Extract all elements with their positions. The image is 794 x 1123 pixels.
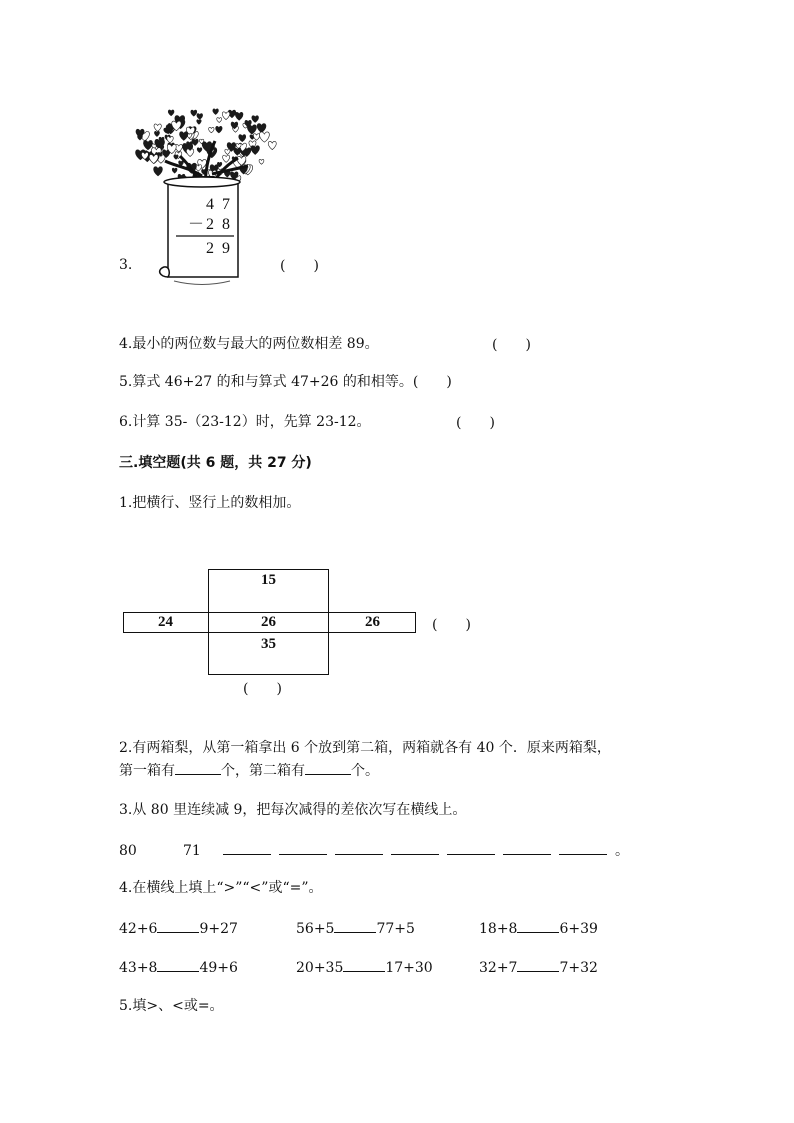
compare-left: 18+8 [479, 921, 518, 937]
compare-item [296, 918, 479, 939]
compare-right: 7+32 [559, 960, 598, 976]
vertical-subtraction [172, 195, 232, 259]
calc-top: 4 7 [206, 196, 232, 213]
grid-left-number: 24 [158, 614, 173, 630]
compare-left: 43+8 [119, 960, 158, 976]
compare-blank[interactable] [517, 957, 559, 972]
f2-text-b: 个，第二箱有 [221, 763, 305, 779]
compare-right: 49+6 [199, 960, 238, 976]
first-box-blank[interactable] [175, 760, 221, 775]
q4-answer-paren[interactable]: ( ) [492, 337, 531, 353]
section-title: 三.填空题(共 6 题，共 27 分) [119, 455, 312, 471]
f4-text: 4.在横线上填上“>”“<”或“=”。 [119, 880, 323, 896]
q3-answer-paren[interactable]: ( ) [280, 258, 319, 274]
seq-second: 71 [183, 843, 201, 859]
grid-right-number: 26 [365, 614, 380, 630]
seq-blank-1[interactable] [223, 840, 271, 855]
f2-line2 [119, 760, 379, 781]
compare-left: 32+7 [479, 960, 518, 976]
seq-start: 80 [119, 843, 137, 859]
f3-text: 3.从 80 里连续减 9，把每次减得的差依次写在横线上。 [119, 802, 467, 818]
compare-row-1 [119, 918, 598, 939]
column-sum-paren[interactable]: ( ) [243, 681, 282, 697]
f2-text-c: 个。 [351, 763, 379, 779]
q6-text: 6.计算 35-（23-12）时，先算 23-12。 [119, 414, 371, 430]
compare-blank[interactable] [157, 957, 199, 972]
tree-scroll-illustration [130, 96, 280, 291]
seq-blank-4[interactable] [391, 840, 439, 855]
calc-result: 2 9 [206, 240, 232, 257]
compare-item [296, 957, 479, 978]
compare-right: 6+39 [559, 921, 598, 937]
f3-sequence [119, 840, 629, 861]
compare-left: 20+35 [296, 960, 344, 976]
seq-blank-2[interactable] [279, 840, 327, 855]
compare-blank[interactable] [517, 918, 559, 933]
second-box-blank[interactable] [305, 760, 351, 775]
f1-text: 1.把横行、竖行上的数相加。 [119, 495, 301, 511]
f2-line1: 2.有两箱梨，从第一箱拿出 6 个放到第二箱，两箱就各有 40 个．原来两箱梨， [119, 740, 611, 756]
seq-blank-3[interactable] [335, 840, 383, 855]
calc-minus: －2 8 [187, 216, 232, 233]
compare-left: 56+5 [296, 921, 335, 937]
compare-item [479, 957, 598, 978]
compare-blank[interactable] [334, 918, 376, 933]
q3-number: 3. [119, 257, 133, 273]
compare-right: 17+30 [385, 960, 433, 976]
grid-top-number: 15 [261, 572, 276, 588]
compare-item [119, 918, 296, 939]
compare-row-2 [119, 957, 598, 978]
seq-blank-5[interactable] [447, 840, 495, 855]
seq-blank-7[interactable] [559, 840, 607, 855]
compare-blank[interactable] [343, 957, 385, 972]
compare-left: 42+6 [119, 921, 158, 937]
q4-text: 4.最小的两位数与最大的两位数相差 89。 [119, 336, 379, 352]
f2-text-a: 第一箱有 [119, 763, 175, 779]
f5-text: 5.填>、<或=。 [119, 998, 224, 1014]
compare-blank[interactable] [157, 918, 199, 933]
compare-item [119, 957, 296, 978]
seq-end: 。 [615, 843, 629, 859]
seq-blank-6[interactable] [503, 840, 551, 855]
grid-center-number: 26 [261, 614, 276, 630]
row-sum-paren[interactable]: ( ) [432, 617, 471, 633]
q6-answer-paren[interactable]: ( ) [456, 415, 495, 431]
q5-text: 5.算式 46+27 的和与算式 47+26 的和相等。( ) [119, 374, 452, 390]
compare-right: 9+27 [199, 921, 238, 937]
grid-bottom-number: 35 [261, 636, 276, 652]
compare-item [479, 918, 598, 939]
compare-right: 77+5 [376, 921, 415, 937]
